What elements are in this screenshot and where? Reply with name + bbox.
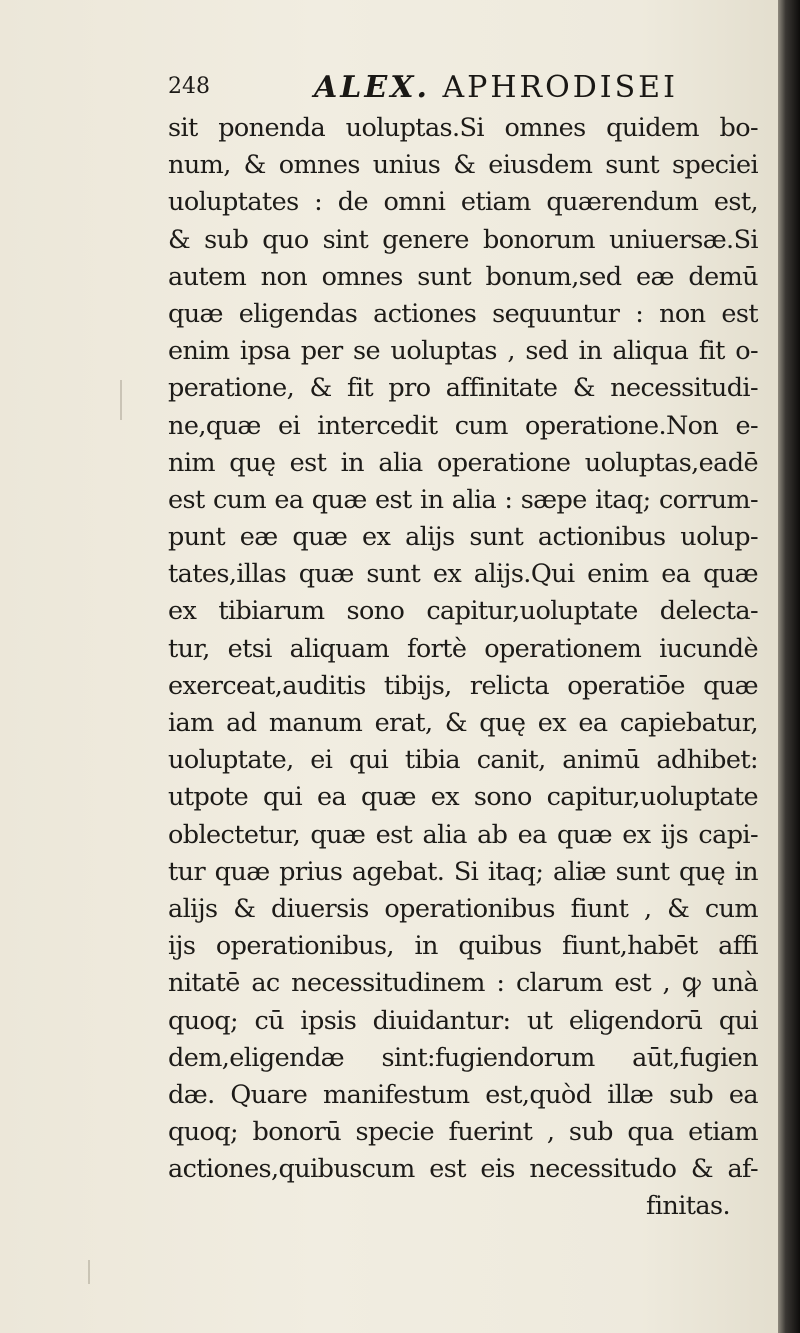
text-line: oblectetur, quæ est alia ab ea quæ ex ijs capi- — [168, 819, 758, 850]
text-line: tates,illas quæ sunt ex aliјs.Qui enim ea quæ — [168, 559, 758, 590]
text-line: quoq; bonorū specie fuerint , sub qua etiam — [168, 1117, 758, 1148]
text-line: nim quę est in alia operatione uoluptas,eadē — [168, 447, 758, 478]
binding-edge — [778, 0, 800, 1333]
running-head-author-name: APHRODISEI — [442, 70, 678, 105]
text-line: sit ponenda uoluptas.Si omnes quidem bo- — [168, 113, 758, 143]
text-line: autem non omnes sunt bonum,sed eæ demū — [168, 261, 758, 292]
text-line: est cum ea quæ est in alia : sæpe itaq; corrum- — [168, 484, 758, 515]
paper-mark — [88, 1260, 90, 1284]
text-line: ne,quæ ei intercedit cum operatione.Non e- — [168, 410, 758, 441]
text-line: exerceat,auditis tibijs, relicta operatiōe quæ — [168, 670, 758, 701]
text-line: peratione, & fit pro affinitate & necessitudi- — [168, 373, 758, 404]
text-line: iam ad manum erat, & quę ex ea capiebatur, — [168, 708, 758, 738]
running-head — [314, 70, 678, 105]
text-line: utpote qui ea quæ ex sono capitur,uoluptate — [168, 782, 758, 813]
page-header — [168, 68, 728, 108]
text-line: quæ eligendas actiones sequuntur : non est — [168, 298, 758, 329]
text-line: num, & omnes unius & eiusdem sunt speciei — [168, 150, 758, 181]
text-line-final: finitas. — [645, 1191, 730, 1222]
text-line: uoluptates : de omni etiam quærendum est, — [168, 187, 758, 218]
text-line: punt eæ quæ ex aliјs sunt actionibus uolup- — [168, 522, 758, 553]
text-block — [168, 110, 758, 1226]
text-line: dæ. Quare manifestum est,quòd illæ sub ea — [168, 1079, 758, 1110]
text-line: quoq; cū ipsis diuidantur: ut eligendorū qui — [168, 1005, 758, 1036]
running-head-author-abbrev: ALEX. — [314, 70, 430, 105]
text-line: uoluptate, ei qui tibia canit, animū adhibet: — [168, 745, 758, 776]
text-line: tur, etsi aliquam fortè operationem iucundè — [168, 633, 758, 664]
page-number: 248 — [168, 74, 210, 99]
text-line: ex tibiarum sono capitur,uoluptate delecta- — [168, 596, 758, 627]
text-line: nitatē ac necessitudinem : clarum est , ꝙ unà — [168, 968, 758, 999]
text-line: dem,eligendæ sint:fugiendorum aūt,fugien — [168, 1042, 758, 1073]
text-line: ijs operationibus, in quibus fiunt,habēt affi — [168, 931, 758, 962]
text-line: enim ipsa per se uoluptas , sed in aliqua fit o- — [168, 336, 758, 367]
paper-mark — [120, 380, 122, 420]
text-line: tur quæ prius agebat. Si itaq; aliæ sunt quę in — [168, 856, 758, 887]
text-line: & sub quo sint genere bonorum uniuersæ.Si — [168, 224, 758, 255]
text-line: aliјs & diuersis operationibus fiunt , & cum — [168, 893, 758, 924]
text-line: actiones,quibuscum est eis necessitudo & af- — [168, 1154, 758, 1185]
